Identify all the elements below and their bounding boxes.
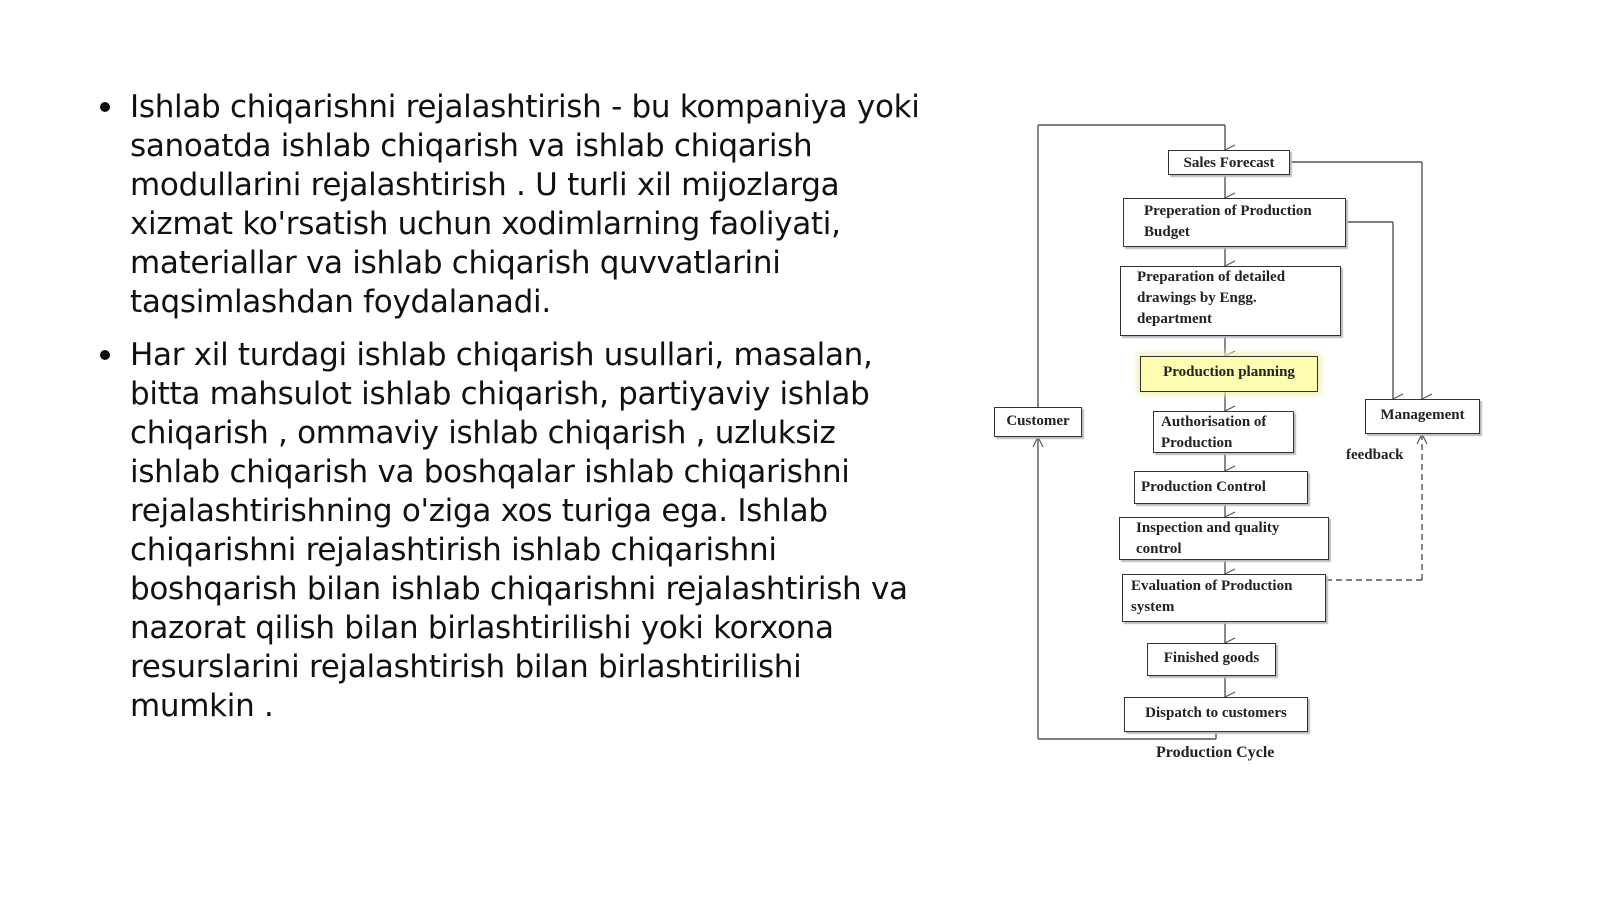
bullet-dot-icon <box>100 102 110 112</box>
detailed-drawings-box: Preparation of detailed drawings by Engg. department <box>1120 266 1341 336</box>
management-box: Management <box>1365 399 1480 434</box>
bullet-dot-icon <box>100 350 110 360</box>
production-cycle-diagram <box>990 110 1510 800</box>
evaluation-box: Evaluation of Production system <box>1122 574 1326 622</box>
bullet-text: Har xil turdagi ishlab chiqarish usullari, masalan, bitta mahsulot ishlab chiqarish, partiyaviy ishlab chiqarish , ommaviy ishlab chiqarish , uzluksiz ishlab chiqarish va boshqalar ishlab chiqarishni rejalashtirishning o'ziga xos turiga ega. Ishlab chiqarishni rejalashtirish ishlab chiqarishni boshqarish bilan ishlab chiqarishni rejalashtirish va nazorat qilish bilan birlashtirilishi yoki korxona resurslarini rejalashtirish bilan birlashtirilishi mumkin . <box>130 337 908 724</box>
production-planning-box: Production planning <box>1140 356 1318 392</box>
diagram-caption: Production Cycle <box>1156 744 1275 761</box>
dispatch-box: Dispatch to customers <box>1124 697 1308 732</box>
bullet-list <box>100 88 930 726</box>
production-control-box: Production Control <box>1134 471 1308 504</box>
bullet-text: Ishlab chiqarishni rejalashtirish - bu kompaniya yoki sanoatda ishlab chiqarish va ishlab chiqarish modullarini rejalashtirish . U turli xil mijozlarga xizmat ko'rsatish uchun xodimlarning faoliyati, materiallar va ishlab chiqarish quvvatlarini taqsimlashdan foydalanadi. <box>130 89 920 320</box>
customer-box: Customer <box>994 407 1082 437</box>
production-budget-box: Preperation of Production Budget <box>1123 198 1346 247</box>
inspection-box: Inspection and quality control <box>1119 517 1329 560</box>
sales-forecast-box: Sales Forecast <box>1168 150 1290 175</box>
feedback-label: feedback <box>1346 447 1404 463</box>
bullet-item <box>100 88 930 322</box>
finished-goods-box: Finished goods <box>1147 643 1276 676</box>
bullet-item <box>100 336 930 726</box>
authorisation-box: Authorisation of Production <box>1153 411 1294 453</box>
bullet-text-area <box>100 88 930 740</box>
